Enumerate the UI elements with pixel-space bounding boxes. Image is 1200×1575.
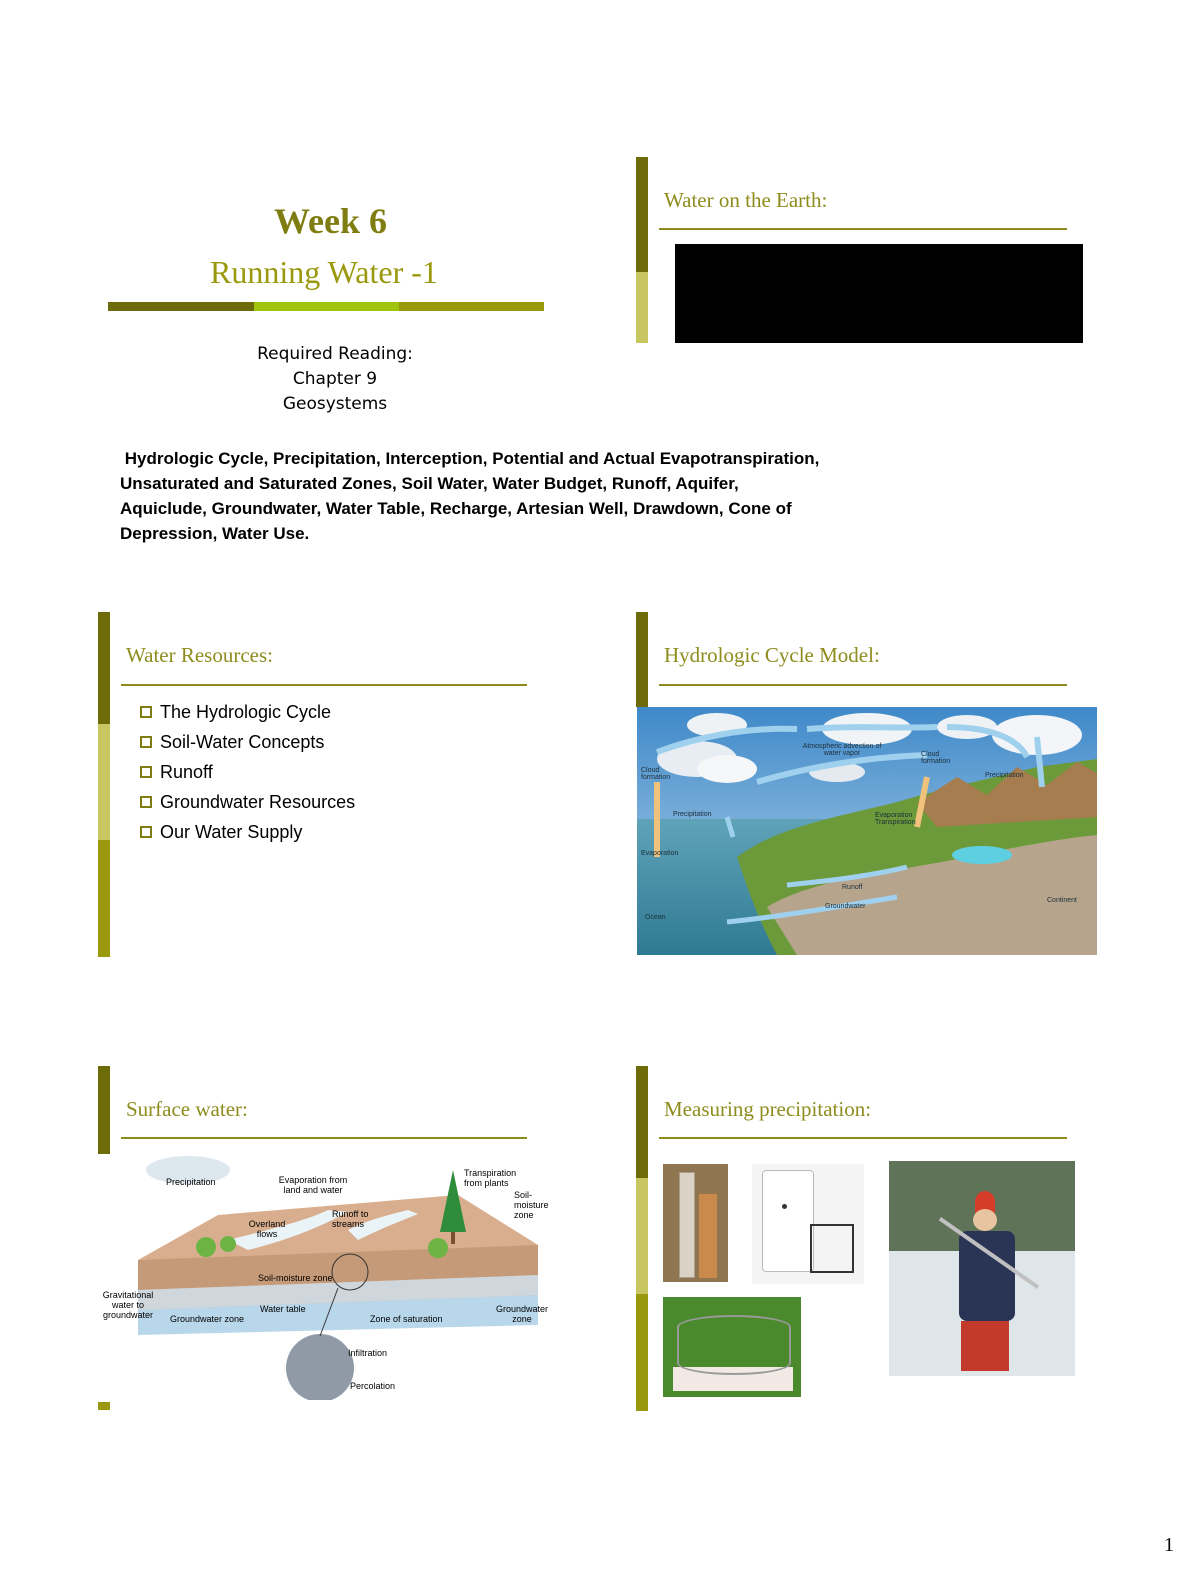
slide5-title: Surface water: bbox=[126, 1097, 248, 1121]
label-cloud-formation-left: Cloud formation bbox=[641, 767, 671, 781]
label-sw-saturation: Zone of saturation bbox=[370, 1314, 443, 1324]
label-evaporation: Evaporation bbox=[641, 850, 679, 857]
slide4-title: Hydrologic Cycle Model: bbox=[664, 643, 880, 667]
label-continent: Continent bbox=[1047, 897, 1077, 904]
reading-book: Geosystems bbox=[282, 394, 388, 414]
square-bullet-icon bbox=[140, 766, 152, 778]
label-sw-evaporation: Evaporation from land and water bbox=[278, 1175, 348, 1195]
slide2-title: Water on the Earth: bbox=[664, 188, 828, 212]
slide5-title-rule bbox=[121, 1137, 527, 1139]
slide6-title: Measuring precipitation: bbox=[664, 1097, 872, 1121]
label-sw-gravitational: Gravitational water to groundwater bbox=[102, 1290, 154, 1320]
slide3-title: Water Resources: bbox=[126, 643, 273, 667]
slide1-title-rule bbox=[108, 302, 544, 311]
square-bullet-icon bbox=[140, 736, 152, 748]
label-precipitation-right: Precipitation bbox=[985, 772, 1024, 779]
square-bullet-icon bbox=[140, 796, 152, 808]
label-sw-precipitation: Precipitation bbox=[166, 1177, 216, 1187]
slide1-keywords: Hydrologic Cycle, Precipitation, Interception, Potential and Actual Evapotranspiration, Unsaturated and Saturated Zones, Soil Water, Water Budget, Runoff, Aquifer, Aquiclude, Groundwater, Water Table, Recharge, Artesian Well, Drawdown, Cone of Depression, Water Use. bbox=[120, 449, 825, 543]
slide1-subtitle: Running Water -1 bbox=[210, 254, 438, 290]
square-bullet-icon bbox=[140, 706, 152, 718]
hydrologic-cycle-diagram bbox=[637, 707, 1097, 955]
shielded-gauge-photo bbox=[663, 1297, 801, 1397]
slide3-side-bar bbox=[98, 612, 110, 957]
label-sw-water-table: Water table bbox=[260, 1304, 306, 1314]
standard-gauge-photo bbox=[752, 1164, 864, 1284]
slide6-title-rule bbox=[659, 1137, 1067, 1139]
reading-chapter: Chapter 9 bbox=[292, 369, 378, 389]
label-sw-percolation: Percolation bbox=[350, 1381, 396, 1391]
label-ocean: Ocean bbox=[645, 914, 666, 921]
list-item: The Hydrologic Cycle bbox=[140, 697, 355, 727]
list-item: Our Water Supply bbox=[140, 817, 355, 847]
slide2-title-rule bbox=[659, 228, 1067, 230]
page-number: 1 bbox=[1164, 1534, 1174, 1556]
list-item: Runoff bbox=[140, 757, 355, 787]
slide5-bar-stub bbox=[98, 1402, 110, 1410]
label-cloud-formation-right: Cloud formation bbox=[921, 751, 951, 765]
label-sw-transpiration: Transpiration from plants bbox=[464, 1168, 517, 1188]
snow-measurement-photo bbox=[889, 1161, 1075, 1376]
slide1-week-title: Week 6 bbox=[274, 201, 387, 241]
label-sw-runoff: Runoff to streams bbox=[332, 1209, 369, 1229]
slide3-title-rule bbox=[121, 684, 527, 686]
label-runoff: Runoff bbox=[842, 884, 863, 891]
label-sw-soil-moisture: Soil-moisture zone bbox=[514, 1190, 549, 1220]
slide4-title-rule bbox=[659, 684, 1067, 686]
slide6-side-bar bbox=[636, 1066, 648, 1411]
label-sw-soil-moisture-zone: Soil-moisture zone bbox=[258, 1273, 333, 1283]
slide4-side-bar bbox=[636, 612, 648, 707]
label-sw-groundwater-zone-right: Groundwater zone bbox=[495, 1304, 549, 1324]
list-item: Soil-Water Concepts bbox=[140, 727, 355, 757]
label-evapotranspiration: Evaporation Transpiration bbox=[875, 812, 916, 826]
label-sw-overland: Overland flows bbox=[248, 1219, 286, 1239]
slide5-side-bar bbox=[98, 1066, 110, 1154]
rain-gauge-photo bbox=[663, 1164, 728, 1282]
redacted-image bbox=[675, 244, 1083, 343]
label-sw-groundwater-zone: Groundwater zone bbox=[170, 1314, 245, 1324]
list-item: Groundwater Resources bbox=[140, 787, 355, 817]
label-precipitation-left: Precipitation bbox=[673, 811, 712, 818]
water-resources-list bbox=[140, 697, 355, 847]
label-groundwater: Groundwater bbox=[825, 903, 866, 910]
label-advection: Atmospheric advection of water vapor bbox=[802, 743, 882, 757]
square-bullet-icon bbox=[140, 826, 152, 838]
surface-water-diagram bbox=[98, 1150, 558, 1400]
label-sw-infiltration: Infiltration bbox=[348, 1348, 388, 1358]
reading-label: Required Reading: bbox=[257, 344, 413, 364]
slide2-side-bar bbox=[636, 157, 648, 343]
